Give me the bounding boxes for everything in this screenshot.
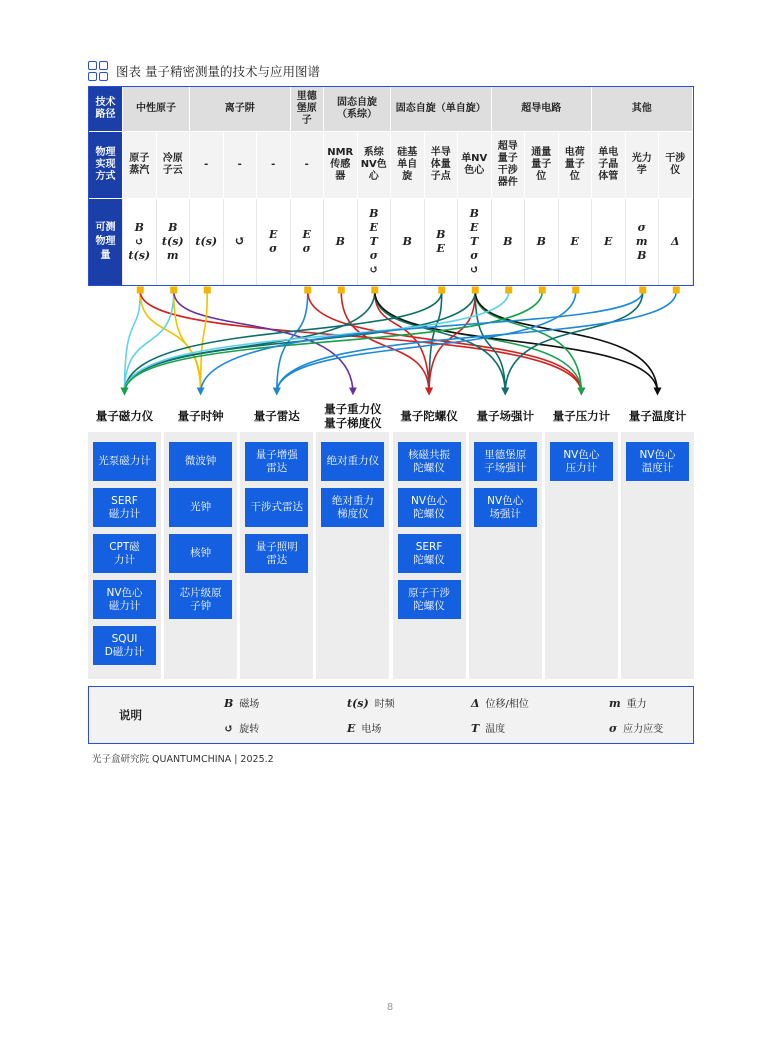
connector-node [338,287,345,294]
application-item: 量子照明 雷达 [245,534,308,573]
tech-group-5: 超导电路 [492,87,593,131]
tech-group-0: 中性原子 [123,87,190,131]
application-item: SERF 陀螺仪 [398,534,461,573]
application-item: 光钟 [169,488,232,527]
quantity-cell-12: B [525,199,559,285]
category-column [621,400,694,679]
category-column [393,400,466,679]
implementation-cell-4: - [257,132,291,198]
application-item: 核钟 [169,534,232,573]
connector-node [170,287,177,294]
quantity-cell-7: B E T σ ↺ [358,199,392,285]
legend-entry [347,695,395,710]
legend-symbol: T [471,722,480,735]
application-item: SERF 磁力计 [93,488,156,527]
connector-node [304,287,311,294]
connection-line [140,292,200,394]
application-item: 量子增强 雷达 [245,442,308,481]
implementation-cell-8: 硅基单自旋 [391,132,425,198]
category-body [393,432,466,679]
implementation-cell-3: - [224,132,258,198]
implementation-cell-16: 干涉仪 [659,132,693,198]
legend-label: 温度 [485,724,506,735]
application-item: 原子干涉 陀螺仪 [398,580,461,619]
application-item: 芯片级原 子钟 [169,580,232,619]
category-body [469,432,542,679]
connector-node [371,287,378,294]
application-categories [88,400,694,679]
category-body [164,432,237,679]
application-item: 绝对重力 梯度仪 [321,488,384,527]
legend-entry [609,695,647,710]
quantity-cell-14: E [592,199,626,285]
category-column [469,400,542,679]
application-item: 核磁共振 陀螺仪 [398,442,461,481]
implementation-cell-7: 系综NV色心 [358,132,392,198]
quantity-cell-2: t(s) [190,199,224,285]
implementation-header: 物理实现方式 [89,132,123,198]
legend-label: 时频 [374,699,395,710]
connection-line [308,292,582,394]
category-title: 量子磁力仪 [95,409,154,423]
category-column [88,400,161,679]
source-note: 光子盒研究院 QUANTUMCHINA | 2025.2 [92,754,274,765]
implementation-cell-6: NMR传感器 [324,132,358,198]
category-title: 量子时钟 [177,409,224,423]
application-item: SQUI D磁力计 [93,626,156,665]
tech-group-4: 固态自旋（单自旋） [391,87,492,131]
application-item: NV色心 压力计 [550,442,613,481]
tech-group-3: 固态自旋（系综） [324,87,391,131]
legend-symbol: B [224,697,234,710]
legend-label: 磁场 [239,699,260,710]
implementation-cell-10: 单NV色心 [458,132,492,198]
implementation-cell-0: 原子蒸汽 [123,132,157,198]
legend-label: 位移/相位 [485,699,529,710]
application-item: NV色心 温度计 [626,442,689,481]
quantity-cell-16: Δ [659,199,693,285]
legend-symbol: t(s) [347,697,369,710]
quantity-header: 可测物理量 [89,199,123,285]
connector-node [639,287,646,294]
implementation-cell-5: - [291,132,325,198]
connector-node [204,287,211,294]
application-item: 光泵磁力计 [93,442,156,481]
category-body [545,432,618,679]
quantity-cell-5: E σ [291,199,325,285]
legend-symbol: E [347,722,356,735]
tech-group-2: 里德堡原子 [291,87,325,131]
category-column [545,400,618,679]
application-item: 里德堡原 子场强计 [474,442,537,481]
tech-path-header: 技术路径 [89,87,123,131]
application-item: NV色心 场强计 [474,488,537,527]
category-column [316,400,389,679]
connector-node [572,287,579,294]
implementation-cell-14: 单电子晶体管 [592,132,626,198]
quantity-cell-6: B [324,199,358,285]
quantity-cell-11: B [492,199,526,285]
application-item: 干涉式雷达 [245,488,308,527]
application-item: 绝对重力仪 [321,442,384,481]
quantity-cell-8: B [391,199,425,285]
implementation-cell-11: 超导量子干涉器件 [492,132,526,198]
connector-node [539,287,546,294]
legend-entry [609,720,663,735]
category-title: 量子压力计 [552,409,611,423]
category-title: 量子温度计 [628,409,687,423]
legend-symbol: ↺ [224,722,234,735]
legend-symbol: m [609,697,621,710]
category-body [316,432,389,679]
category-column [240,400,313,679]
implementation-cell-9: 半导体量子点 [425,132,459,198]
figure-title: 图表 量子精密测量的技术与应用图谱 [116,64,320,79]
implementation-cell-15: 光力学 [626,132,660,198]
legend-entry [471,720,505,735]
connector-node [472,287,479,294]
category-body [240,432,313,679]
connector-node [137,287,144,294]
legend-label: 重力 [626,699,647,710]
legend-label: 旋转 [239,724,260,735]
connection-line [174,292,201,394]
tech-group-1: 离子阱 [190,87,291,131]
connection-line [375,292,505,394]
quantity-cell-4: E σ [257,199,291,285]
application-item: 微波钟 [169,442,232,481]
implementation-cell-2: - [190,132,224,198]
tech-group-6: 其他 [592,87,693,131]
page-number: 8 [386,1002,394,1013]
category-title: 量子雷达 [253,409,300,423]
legend-symbol: Δ [471,697,480,710]
category-title: 量子重力仪 量子梯度仪 [324,402,382,430]
quantity-cell-3: ↺ [224,199,258,285]
connector-node [673,287,680,294]
legend-label: 电场 [361,724,382,735]
category-body [621,432,694,679]
quantity-cell-10: B E T σ ↺ [458,199,492,285]
legend-entry [224,720,259,735]
quantity-cell-9: B E [425,199,459,285]
implementation-cell-1: 冷原子云 [157,132,191,198]
implementation-cell-13: 电荷量子位 [559,132,593,198]
quantity-cell-15: σ m B [626,199,660,285]
legend-entry [224,695,259,710]
category-body [88,432,161,679]
connection-line [125,292,375,394]
legend-entry [471,695,529,710]
quantity-cell-0: B ↺ t(s) [123,199,157,285]
category-column [164,400,237,679]
category-title: 量子陀螺仪 [400,409,458,423]
connector-node [438,287,445,294]
application-item: NV色心 陀螺仪 [398,488,461,527]
quantity-cell-1: B t(s) m [157,199,191,285]
implementation-cell-12: 通量量子位 [525,132,559,198]
connection-line [375,292,582,394]
connector-node [505,287,512,294]
application-item: CPT磁 力计 [93,534,156,573]
quantity-cell-13: E [559,199,593,285]
connection-line [125,292,543,394]
legend-entry [347,720,381,735]
legend-label: 应力应变 [623,724,664,735]
application-item: NV色心 磁力计 [93,580,156,619]
category-title: 量子场强计 [476,409,534,423]
legend-title: 说明 [119,708,142,722]
legend-symbol: σ [609,722,618,735]
legend-box [88,686,694,744]
